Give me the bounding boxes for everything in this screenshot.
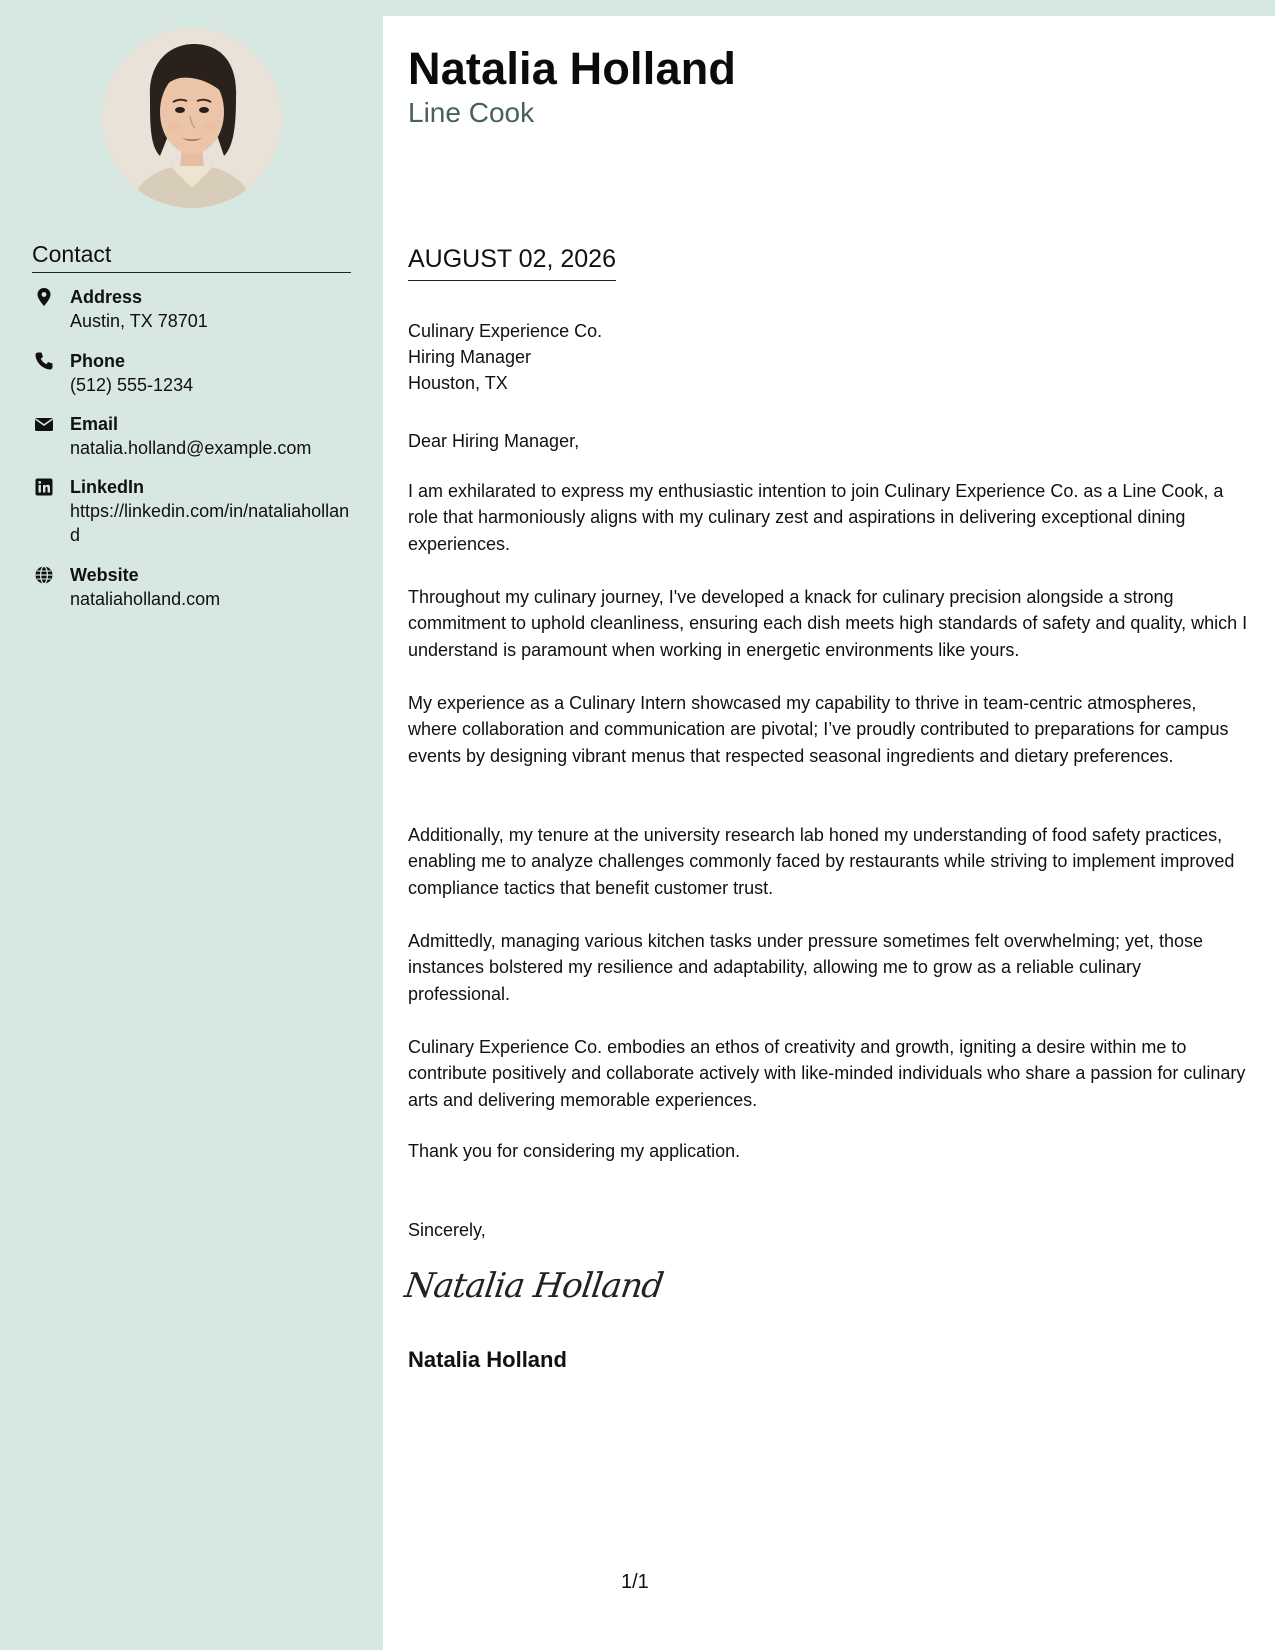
contact-email	[32, 412, 357, 462]
closing: Sincerely,	[408, 1220, 486, 1240]
contact-label: Email	[70, 414, 119, 434]
envelope-icon	[34, 414, 54, 434]
body-paragraph: Culinary Experience Co. embodies an ethos of creativity and growth, igniting a desire within me to contribute positively and collaborate actively with like-minded individuals who share a passion for culinary arts and delivering memorable experiences.	[408, 1037, 1246, 1110]
recipient-company: Culinary Experience Co.	[408, 321, 603, 341]
contact-label: Address	[70, 287, 143, 307]
contact-value: Austin, TX 78701	[70, 311, 208, 331]
letter-page	[383, 16, 1275, 1650]
body-paragraph: Throughout my culinary journey, I've developed a knack for culinary precision alongside a strong commitment to uphold cleanliness, ensuring each dish meets high standards of safety and quality, which I understand is paramount when working in energetic environments like yours.	[408, 587, 1248, 660]
contact-label: Phone	[70, 351, 126, 371]
contact-phone	[32, 349, 357, 399]
recipient-location: Houston, TX	[408, 373, 508, 393]
handwritten-signature	[402, 1266, 666, 1306]
signature-script: Natalia Holland	[402, 1266, 666, 1306]
page-number: 1/1	[621, 1571, 649, 1593]
phone-icon	[34, 351, 54, 371]
contact-label: LinkedIn	[70, 477, 145, 497]
linkedin-link[interactable]: https://linkedin.com/in/nataliaholland	[70, 501, 350, 545]
recipient-title: Hiring Manager	[408, 347, 532, 367]
sidebar	[0, 0, 383, 1650]
body-paragraph: Admittedly, managing various kitchen tasks under pressure sometimes felt overwhelming; yet, those instances bolstered my resilience and adaptability, allowing me to grow as a reliable culinary professional.	[408, 931, 1204, 1004]
body-paragraph: My experience as a Culinary Intern showcased my capability to thrive in team-centric atmospheres, where collaboration and communication are pivotal; I’ve proudly contributed to preparations for campus events by designing vibrant menus that respected seasonal ingredients and dietary preferences.	[408, 693, 1229, 766]
globe-icon	[34, 565, 54, 585]
contact-address	[32, 285, 357, 335]
salutation: Dear Hiring Manager,	[408, 431, 580, 451]
body-paragraph: Thank you for considering my application.	[408, 1141, 741, 1161]
contact-linkedin	[32, 475, 357, 549]
body-paragraph: Additionally, my tenure at the university research lab honed my understanding of food safety practices, enabling me to analyze challenges commonly faced by restaurants while striving to implement improved compliance tactics that benefit customer trust.	[408, 825, 1235, 898]
applicant-name: Natalia Holland	[408, 43, 737, 94]
contact-value: (512) 555-1234	[70, 375, 194, 395]
contact-heading: Contact	[32, 240, 351, 273]
body-paragraph: I am exhilarated to express my enthusiastic intention to join Culinary Experience Co. as a Line Cook, a role that harmoniously aligns with my culinary zest and aspirations in delivering exceptional dining experiences.	[408, 481, 1224, 554]
website-link[interactable]: nataliaholland.com	[70, 589, 221, 609]
applicant-role: Line Cook	[408, 97, 535, 128]
email-link[interactable]: natalia.holland@example.com	[70, 438, 312, 458]
contact-website	[32, 563, 357, 613]
signer-name: Natalia Holland	[408, 1347, 567, 1372]
profile-photo	[102, 28, 282, 208]
map-pin-icon	[34, 287, 54, 307]
linkedin-icon	[34, 477, 54, 497]
contact-label: Website	[70, 565, 139, 585]
letter-date: AUGUST 02, 2026	[408, 243, 616, 281]
recipient-block	[408, 318, 602, 396]
